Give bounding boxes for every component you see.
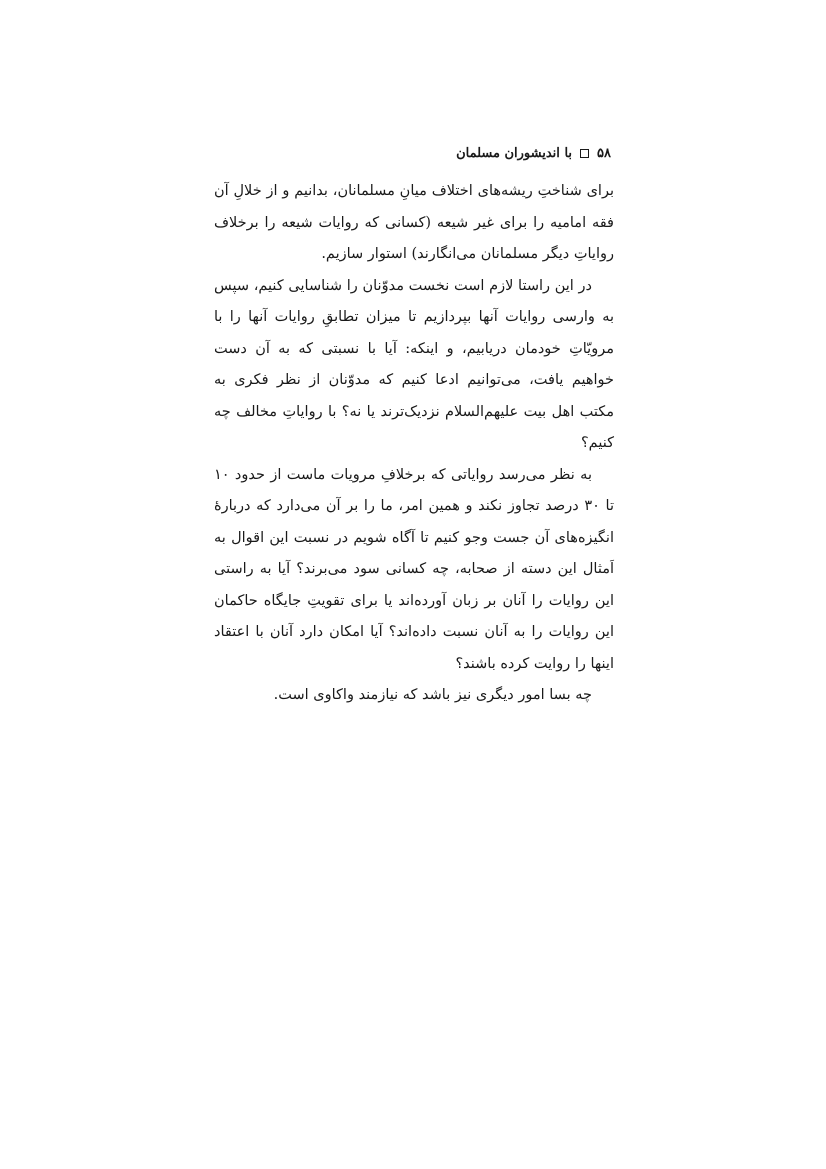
page-number: ۵۸ bbox=[597, 146, 611, 161]
paragraph-4: چه بسا امور دیگری نیز باشد که نیازمند واکاوی است. bbox=[273, 687, 592, 703]
paragraph-1: برای شناختِ ریشه‌های اختلاف میانِ مسلمانان، بدانیم و از خلالِ آن فقه امامیه را برای غیر شیعه (کسانی که روایات شیعه را برخلاف روایاتِ دیگر مسلمانان می‌انگارند) استوار سازیم. bbox=[214, 183, 614, 262]
paragraph-2: در این راستا لازم است نخست مدوّنان را شناسایی کنیم، سپس به وارسی روایات آنها بپردازیم تا میزان تطابقِ روایات آنها را با مرویّاتِ خودمان دریابیم، و اینکه: آیا با نسبتی که به آن دست خواهیم یافت، می‌توانیم ادعا کنیم که مدوّنان از نظر فکری به مکتب اهل بیت علیهم‌السلام نزدیک‌ترند یا نه؟ با روایاتِ مخالف چه کنیم؟ bbox=[214, 277, 614, 451]
header-title: با اندیشوران مسلمان bbox=[456, 146, 573, 161]
square-ornament-icon bbox=[580, 149, 589, 158]
body-text bbox=[214, 176, 614, 712]
running-header bbox=[456, 146, 611, 161]
paragraph-3: به نظر می‌رسد روایاتی که برخلافِ مرویات ماست از حدود ۱۰ تا ۳۰ درصد تجاوز نکند و همین امر، ما را بر آن می‌دارد که دربارهٔ انگیزه‌های آن جست وجو کنیم تا آگاه شویم در نسبت این اقوال به اَمثال این دسته از صحابه، چه کسانی سود می‌برند؟ آیا به راستی این روایات را آنان بر زبان آورده‌اند یا برای تقویتِ جایگاه حاکمان این روایات را به آنان نسبت داده‌اند؟ آیا امکان دارد آنان با اعتقاد اینها را روایت کرده باشند؟ bbox=[214, 466, 614, 672]
